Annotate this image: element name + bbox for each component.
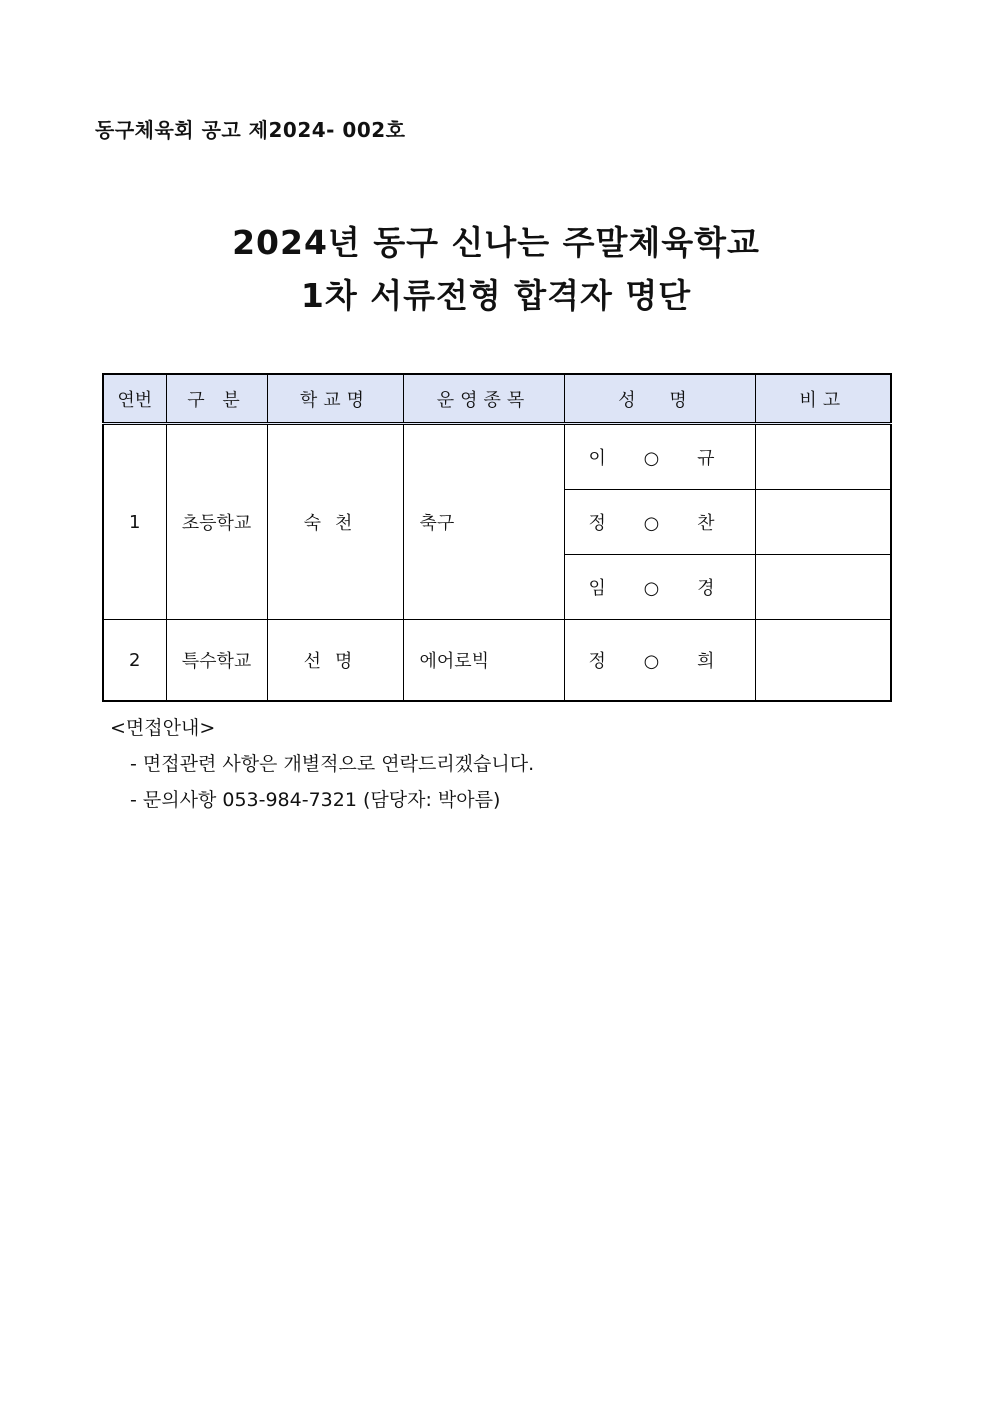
row-sport: 축구 (403, 424, 564, 620)
row-number: 2 (103, 620, 166, 702)
row-school: 숙천 (267, 424, 403, 620)
table-header-row (103, 374, 891, 424)
row-remarks (755, 555, 891, 620)
notice-number: 동구체육회 공고 제2024- 002호 (95, 118, 406, 142)
notes-item: - 문의사항 053-984-7321 (담당자: 박아름) (130, 789, 501, 811)
header-category: 구 분 (166, 374, 267, 424)
row-number: 1 (103, 424, 166, 620)
successful-applicants-table (102, 373, 892, 702)
notes-item: - 면접관련 사항은 개별적으로 연락드리겠습니다. (130, 753, 535, 775)
table-row (103, 424, 891, 490)
applicant-name: 임 ○ 경 (564, 555, 755, 620)
applicant-name: 이 ○ 규 (564, 424, 755, 490)
header-name: 성 명 (564, 374, 755, 424)
header-number: 연번 (103, 374, 166, 424)
interview-notes (110, 710, 534, 818)
document-title-line1: 2024년 동구 신나는 주말체육학교 (232, 223, 760, 262)
header-sport: 운영종목 (403, 374, 564, 424)
document-title-line2: 1차 서류전형 합격자 명단 (300, 276, 692, 315)
row-sport: 에어로빅 (403, 620, 564, 702)
applicant-name: 정 ○ 희 (564, 620, 755, 702)
table-row (103, 620, 891, 702)
notes-heading: <면접안내> (110, 717, 216, 739)
row-remarks (755, 490, 891, 555)
row-remarks (755, 424, 891, 490)
header-school: 학교명 (267, 374, 403, 424)
row-category: 초등학교 (166, 424, 267, 620)
row-school: 선명 (267, 620, 403, 702)
applicant-name: 정 ○ 찬 (564, 490, 755, 555)
header-remarks: 비고 (755, 374, 891, 424)
row-remarks (755, 620, 891, 702)
row-category: 특수학교 (166, 620, 267, 702)
